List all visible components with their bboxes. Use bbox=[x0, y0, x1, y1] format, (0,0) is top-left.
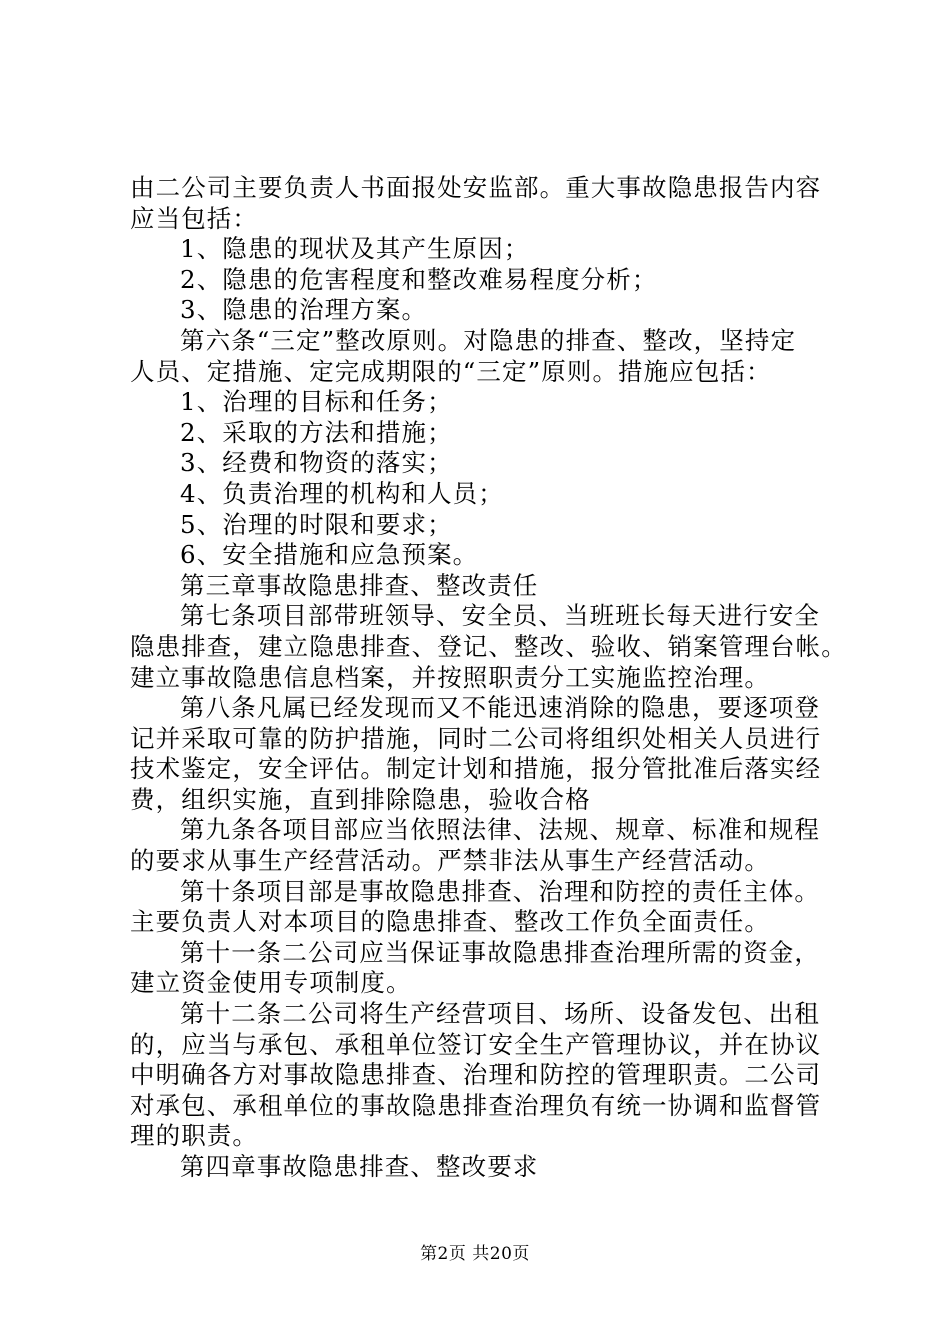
text-line: 对承包、承租单位的事故隐患排查治理负有统一协调和监督管 bbox=[130, 1090, 822, 1120]
text-line: 理的职责。 bbox=[130, 1121, 258, 1151]
text-line: 第十一条二公司应当保证事故隐患排查治理所需的资金， bbox=[180, 937, 820, 967]
text-line: 记并采取可靠的防护措施，同时二公司将组织处相关人员进行 bbox=[130, 723, 822, 753]
text-line: 主要负责人对本项目的隐患排查、整改工作负全面责任。 bbox=[130, 907, 770, 937]
text-line: 人员、定措施、定完成期限的“三定”原则。措施应包括： bbox=[130, 356, 772, 386]
text-line: 应当包括： bbox=[130, 203, 258, 233]
text-line: 中明确各方对事故隐患排查、治理和防控的管理职责。二公司 bbox=[130, 1060, 822, 1090]
text-line: 第八条凡属已经发现而又不能迅速消除的隐患，要逐项登 bbox=[180, 693, 820, 723]
text-line: 2、采取的方法和措施； bbox=[180, 417, 453, 447]
text-line: 由二公司主要负责人书面报处安监部。重大事故隐患报告内容 bbox=[130, 173, 822, 202]
text-line: 4、负责治理的机构和人员； bbox=[180, 478, 504, 508]
text-line: 3、经费和物资的落实； bbox=[180, 448, 453, 478]
text-line: 2、隐患的危害程度和整改难易程度分析； bbox=[180, 264, 658, 294]
text-line: 第七条项目部带班领导、安全员、当班班长每天进行安全 bbox=[180, 601, 820, 631]
text-line: 6、安全措施和应急预案。 bbox=[180, 540, 479, 570]
text-line: 第四章事故隐患排查、整改要求 bbox=[180, 1152, 539, 1181]
text-line: 第十二条二公司将生产经营项目、场所、设备发包、出租 bbox=[180, 999, 820, 1029]
text-line: 第三章事故隐患排查、整改责任 bbox=[180, 570, 539, 600]
text-line: 第九条各项目部应当依照法律、法规、规章、标准和规程 bbox=[180, 815, 820, 845]
text-line: 3、隐患的治理方案。 bbox=[180, 295, 428, 325]
text-line: 的要求从事生产经营活动。严禁非法从事生产经营活动。 bbox=[130, 846, 770, 876]
text-line: 1、治理的目标和任务； bbox=[180, 387, 453, 417]
text-line: 第十条项目部是事故隐患排查、治理和防控的责任主体。 bbox=[180, 876, 820, 906]
text-line: 隐患排查，建立隐患排查、登记、整改、验收、销案管理台帐。 bbox=[130, 631, 847, 661]
text-line: 建立资金使用专项制度。 bbox=[130, 968, 412, 998]
text-line: 的，应当与承包、承租单位签订安全生产管理协议，并在协议 bbox=[130, 1029, 822, 1059]
page-footer: 第2页 共20页 bbox=[420, 1244, 530, 1264]
text-line: 技术鉴定，安全评估。制定计划和措施，报分管批准后落实经 bbox=[130, 754, 822, 784]
text-line: 费，组织实施，直到排除隐患，验收合格 bbox=[130, 784, 591, 814]
text-line: 建立事故隐患信息档案，并按照职责分工实施监控治理。 bbox=[130, 662, 770, 692]
text-line: 第六条“三定”整改原则。对隐患的排查、整改，坚持定 bbox=[180, 325, 797, 355]
document-body bbox=[130, 173, 847, 1183]
text-line: 1、隐患的现状及其产生原因； bbox=[180, 234, 530, 264]
text-line: 5、治理的时限和要求； bbox=[180, 509, 453, 539]
